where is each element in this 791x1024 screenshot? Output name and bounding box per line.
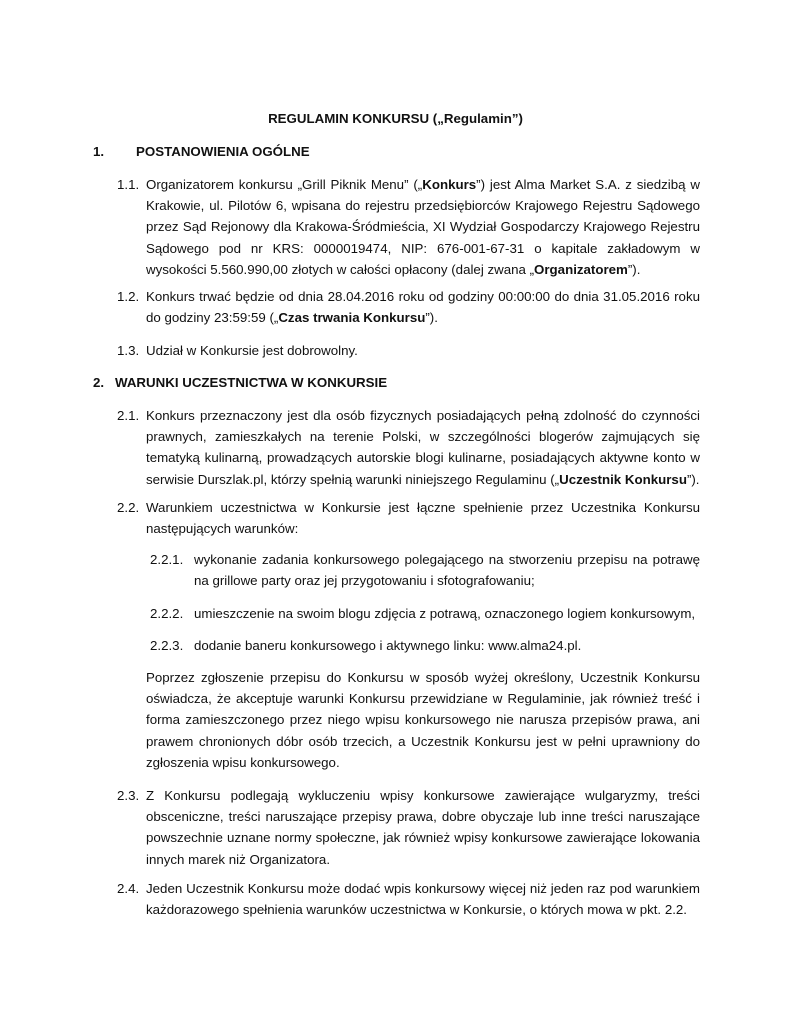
clause-number: 1.1. — [117, 177, 140, 192]
subclause-text: umieszczenie na swoim blogu zdjęcia z potrawą, oznaczonego logiem konkursowym, — [194, 606, 696, 621]
document-title: REGULAMIN KONKURSU („Regulamin”) — [268, 111, 523, 126]
subclause-text: dodanie baneru konkursowego i aktywnego linku: www.alma24.pl. — [194, 638, 582, 653]
clause-number: 2.4. — [117, 881, 140, 896]
clause-number: 2.2. — [117, 500, 140, 515]
subclause-2-2-3 — [150, 635, 700, 656]
subclause-number: 2.2.3. — [150, 638, 184, 653]
clause-1-2 — [117, 286, 700, 328]
clause-1-1 — [117, 174, 700, 280]
section-number: 2. — [93, 375, 105, 390]
subclause-2-2-2 — [150, 603, 700, 624]
clause-2-1 — [117, 405, 700, 490]
subclause-number: 2.2.2. — [150, 606, 184, 621]
clause-text: Udział w Konkursie jest dobrowolny. — [146, 343, 358, 358]
subclause-2-2-1 — [150, 549, 700, 591]
clause-text: Konkurs trwać będzie od dnia 28.04.2016 roku od godziny 00:00:00 do dnia 31.05.2016 roku do godziny 23:59:59 („Czas trwania Konkursu”). — [146, 289, 700, 326]
clause-number: 1.2. — [117, 289, 140, 304]
clause-2-2 — [117, 497, 700, 539]
clause-number: 2.3. — [117, 788, 140, 803]
clause-2-4 — [117, 878, 700, 920]
clause-number: 2.1. — [117, 408, 140, 423]
clause-text: Warunkiem uczestnictwa w Konkursie jest łączne spełnienie przez Uczestnika Konkursu następujących warunków: — [146, 500, 700, 537]
section-title: POSTANOWIENIA OGÓLNE — [136, 144, 310, 159]
subclause-text: wykonanie zadania konkursowego polegającego na stworzeniu przepisu na potrawę na grillowe party oraz jej przygotowaniu i sfotografowaniu; — [194, 552, 700, 589]
subclause-number: 2.2.1. — [150, 552, 184, 567]
section-title: WARUNKI UCZESTNICTWA W KONKURSIE — [115, 375, 388, 390]
clause-number: 1.3. — [117, 343, 140, 358]
clause-text: Z Konkursu podlegają wykluczeniu wpisy konkursowe zawierające wulgaryzmy, treści obsceniczne, treści naruszające przepisy prawa, dobre obyczaje lub inne treści naruszające powszechnie uznane normy społeczne, jak również wpisy konkursowe zawierające lokowania innych marek niż Organizatora. — [146, 788, 700, 867]
clause-text: Jeden Uczestnik Konkursu może dodać wpis konkursowy więcej niż jeden raz pod warunkiem każdorazowego spełnienia warunków uczestnictwa w Konkursie, o których mowa w pkt. 2.2. — [146, 881, 700, 918]
clause-2-3 — [117, 785, 700, 870]
clause-1-3 — [117, 340, 700, 361]
clause-2-2-declaration: Poprzez zgłoszenie przepisu do Konkursu w sposób wyżej określony, Uczestnik Konkursu oświadcza, że akceptuje warunki Konkursu przewidziane w Regulaminie, jak również treść i forma zamieszczonego przez niego wpisu konkursowego nie narusza przepisów prawa, ani prawem chronionych dóbr osób trzecich, a Uczestnik Konkursu jest w pełni uprawniony do zgłoszenia wpisu konkursowego. — [146, 670, 700, 770]
section-number: 1. — [93, 144, 105, 159]
clause-text: Organizatorem konkursu „Grill Piknik Menu” („Konkurs”) jest Alma Market S.A. z siedzibą w Krakowie, ul. Pilotów 6, wpisana do rejestru przedsiębiorców Krajowego Rejestru Sądowego przez Sąd Rejonowy dla Krakowa-Śródmieścia, XI Wydział Gospodarczy Krajowego Rejestru Sądowego pod nr KRS: 0000019474, NIP: 676-001-67-31 o kapitale zakładowym w wysokości 5.560.990,00 złotych w całości opłacony (dalej zwana „Organizatorem”). — [146, 177, 700, 277]
clause-text: Konkurs przeznaczony jest dla osób fizycznych posiadających pełną zdolność do czynności prawnych, zamieszkałych na terenie Polski, w szczególności blogerów zajmujących się tematyką kulinarną, prowadzących autorskie blogi kulinarne, posiadających aktywne konto w serwisie Durszlak.pl, którzy spełnią warunki niniejszego Regulaminu („Uczestnik Konkursu”). — [146, 408, 700, 487]
